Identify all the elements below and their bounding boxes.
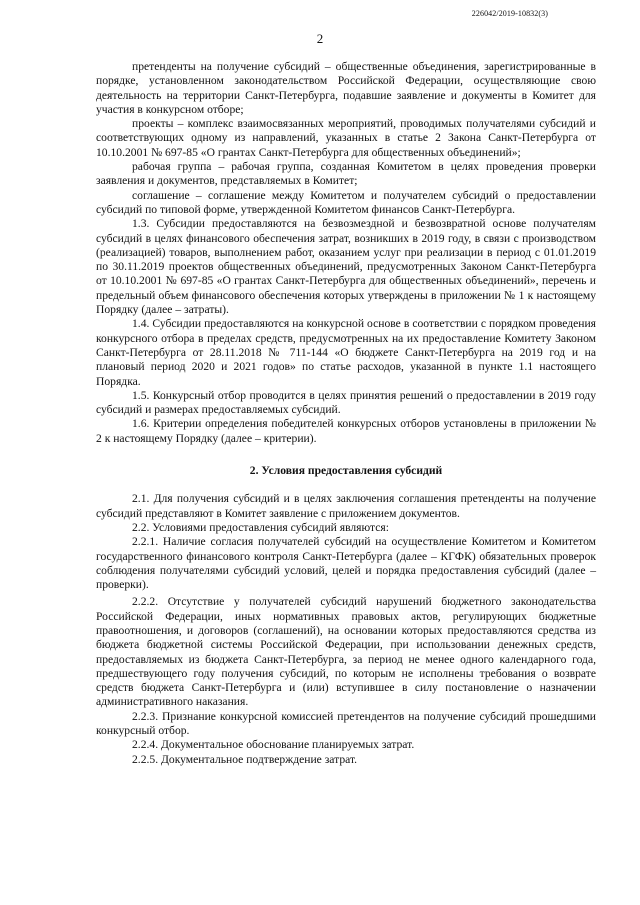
paragraph: проекты – комплекс взаимосвязанных мероприятий, проводимых получателями субсидий и соответствующих одному из направлений, указанных в статье 2 Закона Санкт-Петербурга от 10.10.2001 № 697-85 «О грантах Санкт-Петербурга для общественных объединений»; (96, 117, 596, 159)
paragraph: претенденты на получение субсидий – общественные объединения, зарегистрированные в порядке, установленном законодательством Российской Федерации, осуществляющие свою деятельность на территории Санкт-Петербурга, подавшие заявление и документы в Комитет для участия в конкурсном отборе; (96, 60, 596, 116)
paragraph: 1.3. Субсидии предоставляются на безвозмездной и безвозвратной основе получателям субсидий в целях финансового обеспечения затрат, возникших в 2019 году, в связи с производством (реализацией) товаров, выполнением работ, оказанием услуг при реализации в период с 01.01.2019 по 30.11.2019 проектов общественных объединений, предусмотренных Законом Санкт-Петербурга от 10.10.2001 № 697-85 «О грантах Санкт-Петербурга для общественных объединений», перечень и предельный объем финансового обеспечения которых утверждены в приложении № 1 к настоящему Порядку (далее – затраты). (96, 217, 596, 317)
document-number: 226042/2019-10832(3) (471, 9, 548, 18)
paragraph: 2.2.4. Документальное обоснование планируемых затрат. (132, 738, 415, 752)
paragraph: 2.2.5. Документальное подтверждение затрат. (132, 752, 358, 766)
paragraph: 2.2.3. Признание конкурсной комиссией претендентов на получение субсидий прошедшими конкурсный отбор. (96, 709, 596, 738)
paragraph: 1.6. Критерии определения победителей конкурсных отборов установлены в приложении № 2 к настоящему Порядку (далее – критерии). (96, 417, 596, 445)
paragraph: 1.4. Субсидии предоставляются на конкурсной основе в соответствии с порядком проведения конкурсного отбора в пределах средств, предусмотренных на их предоставление Комитету Законом Санкт-Петербурга от 28.11.2018 № 711-144 «О бюджете Санкт-Петербурга на 2019 год и на плановый период 2020 и 2021 годов» по статье расходов, указанной в пункте 1.1 настоящего Порядка. (96, 317, 596, 388)
document-body (96, 60, 596, 767)
paragraph: 2.2.1. Наличие согласия получателей субсидий на осуществление Комитетом и Комитетом государственного финансового контроля Санкт-Петербурга (далее – КГФК) обязательных проверок соблюдения получателями субсидий условий, целей и порядка предоставления субсидий (далее – проверки). (96, 535, 596, 592)
paragraph: соглашение – соглашение между Комитетом и получателем субсидий о предоставлении субсидий по типовой форме, утвержденной Комитетом финансов Санкт-Петербурга. (96, 188, 596, 216)
paragraph: рабочая группа – рабочая группа, созданная Комитетом в целях проведения проверки заявления и документов, представляемых в Комитет; (96, 160, 596, 188)
section-heading: 2. Условия предоставления субсидий (249, 464, 443, 478)
paragraph: 2.2. Условиями предоставления субсидий являются: (132, 520, 389, 534)
paragraph: 2.1. Для получения субсидий и в целях заключения соглашения претенденты на получение субсидий представляют в Комитет заявление с приложением документов. (96, 492, 596, 520)
paragraph: 1.5. Конкурсный отбор проводится в целях принятия решений о предоставлении в 2019 году субсидий и размерах предоставляемых субсидий. (96, 388, 596, 417)
page-number: 2 (316, 31, 324, 46)
paragraph: 2.2.2. Отсутствие у получателей субсидий нарушений бюджетного законодательства Российской Федерации, иных нормативных правовых актов, регулирующих бюджетные правоотношения, и договоров (соглашений), на основании которых предоставляются средства из бюджета бюджетной системы Российской Федерации, при использовании денежных средств, предоставляемых из бюджета Санкт-Петербурга, за период не менее одного календарного года, предшествующего году получения субсидий, по которым не исполнены требования о возврате средств бюджета Санкт-Петербурга и (или) вступившее в силу постановление о назначении административного наказания. (96, 595, 596, 709)
